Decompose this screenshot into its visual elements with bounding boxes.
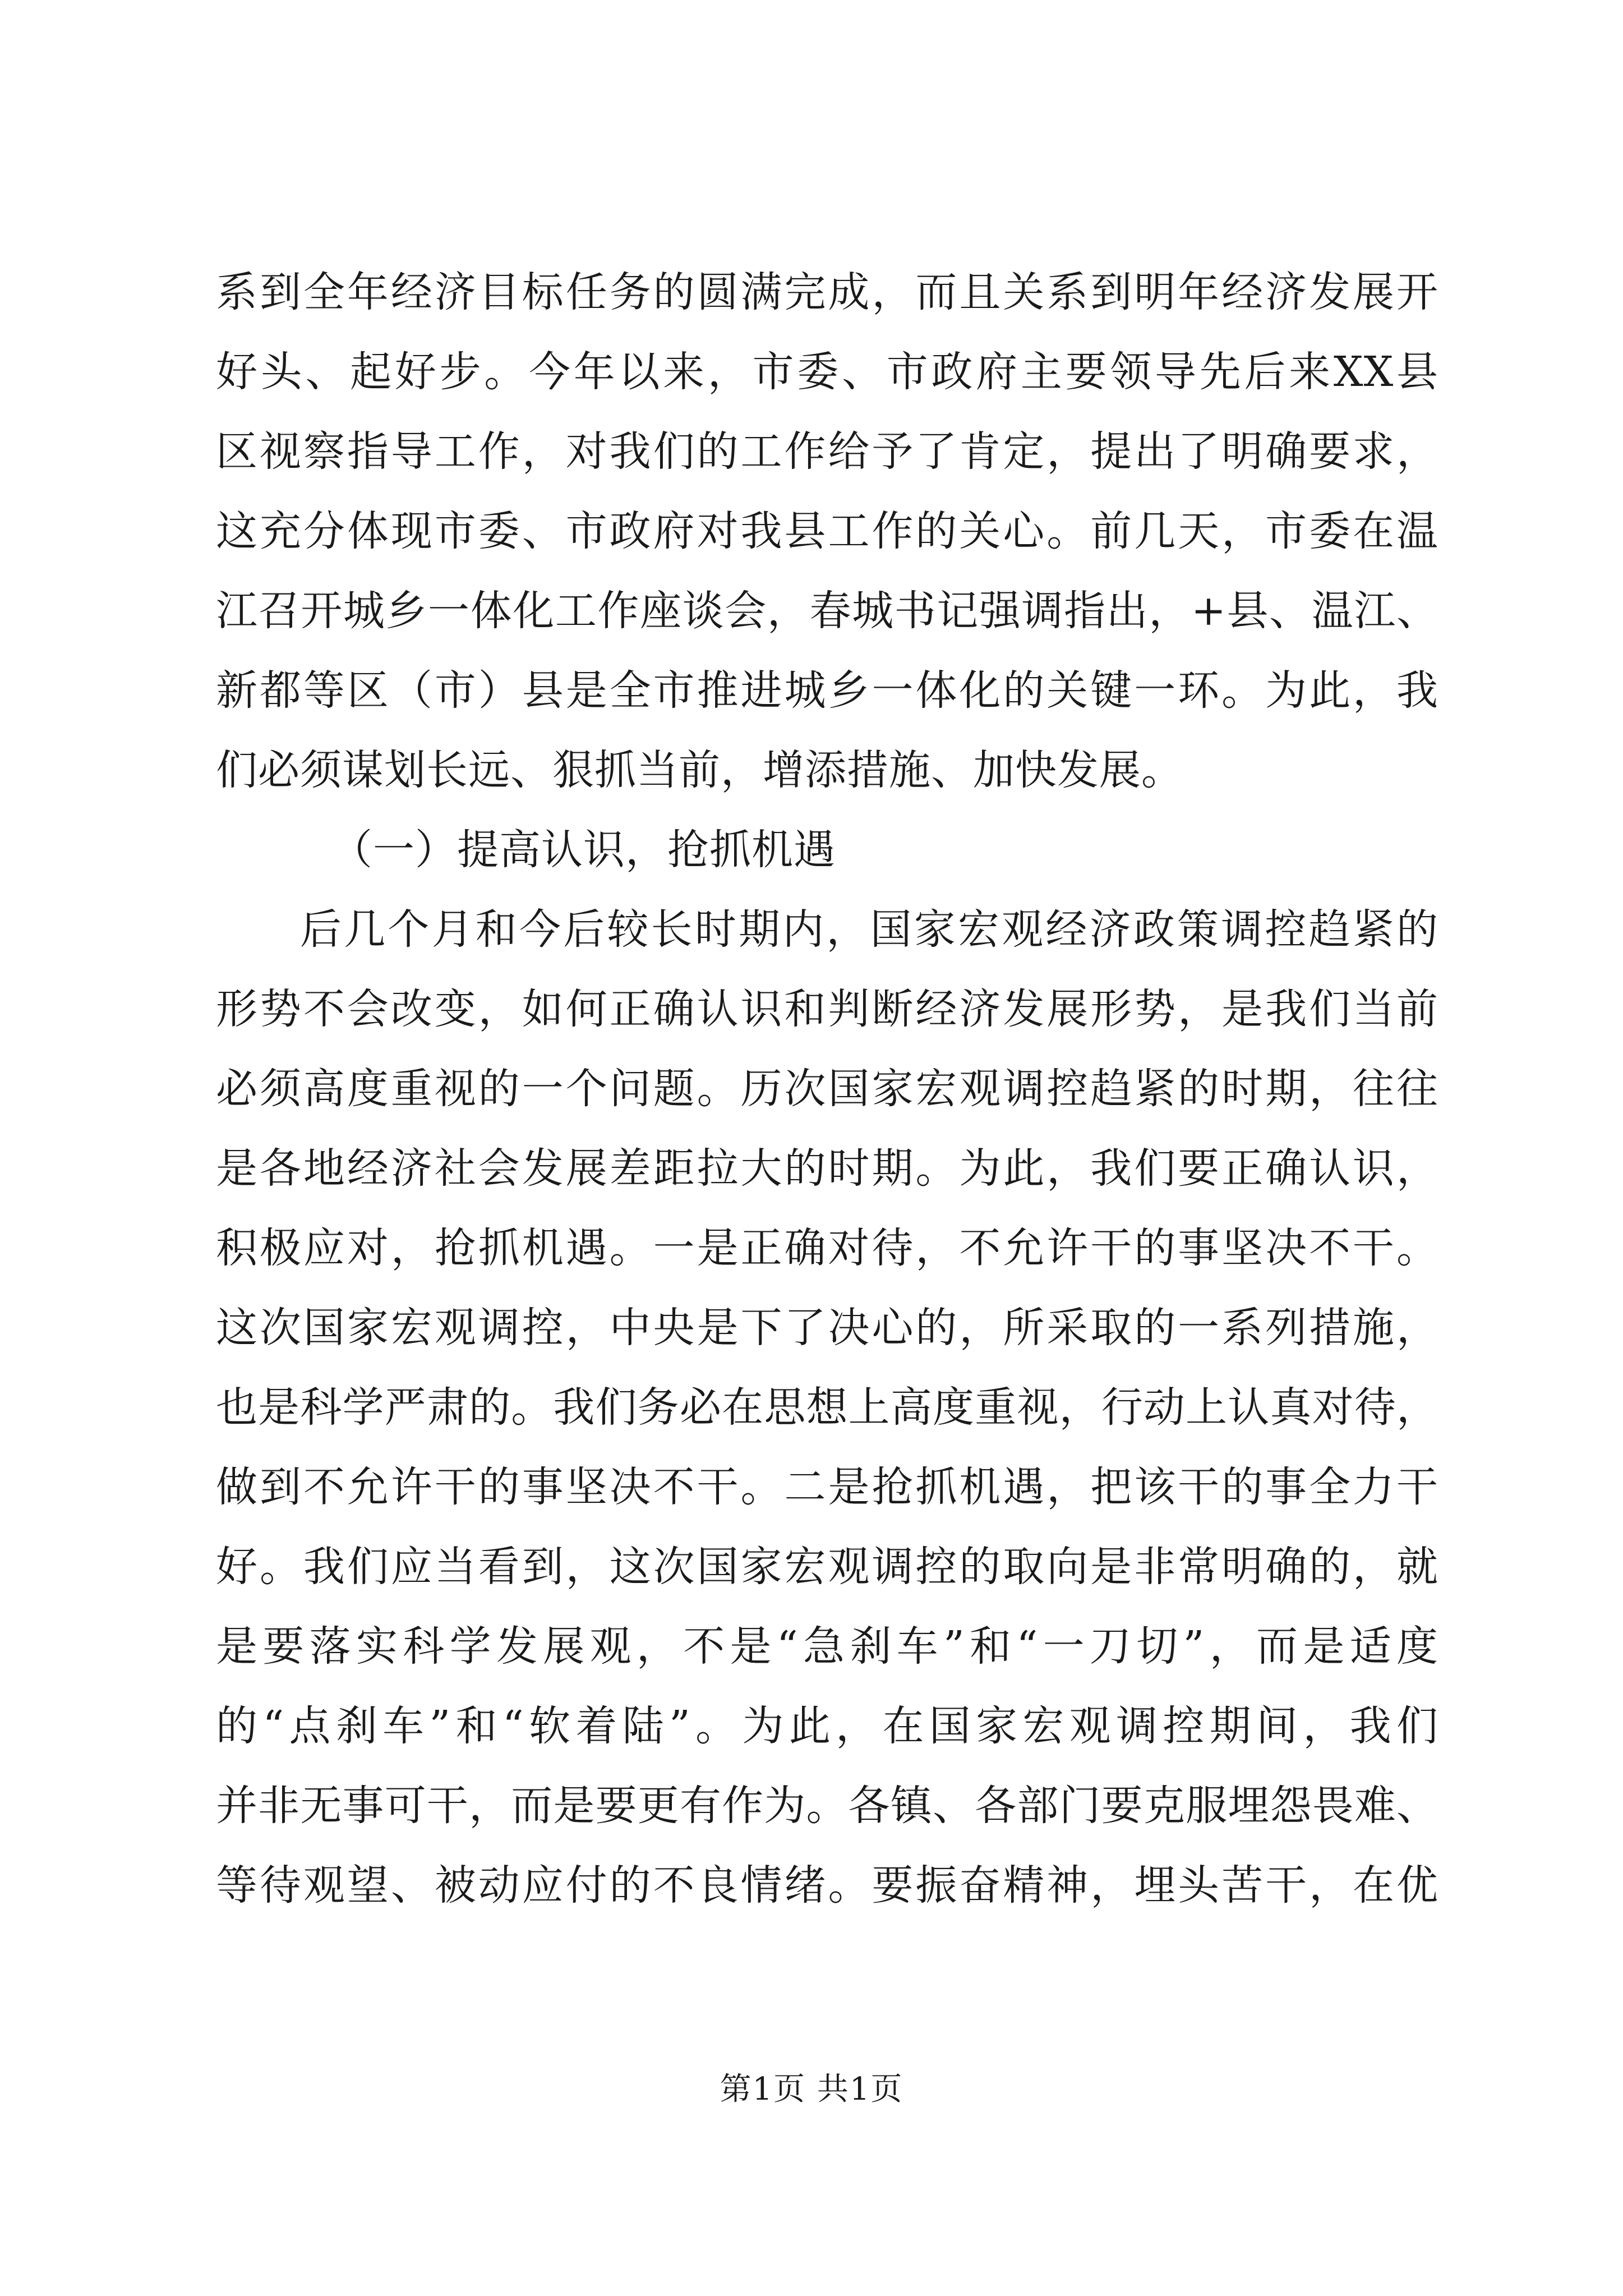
text-line: 新都等区（市）县是全市推进城乡一体化的关键一环。为此，我 [216,666,1438,715]
text-line: 这次国家宏观调控，中央是下了决心的，所采取的一系列措施， [216,1304,1438,1352]
text-line: 并非无事可干，而是要更有作为。各镇、各部门要克服埋怨畏难、 [216,1782,1438,1830]
text-line: 形势不会改变，如何正确认识和判断经济发展形势，是我们当前 [216,985,1438,1033]
text-line: 也是科学严肃的。我们务必在思想上高度重视，行动上认真对待， [216,1383,1438,1432]
text-line: 系到全年经济目标任务的圆满完成，而且关系到明年经济发展开 [216,268,1438,316]
text-line: 这充分体现市委、市政府对我县工作的关心。前几天，市委在温 [216,507,1438,555]
text-line: 们必须谋划长远、狠抓当前，增添措施、加快发展。 [216,746,1183,794]
text-line: 的“点刹车”和“软着陆”。为此，在国家宏观调控期间，我们 [216,1702,1438,1750]
text-line: 是要落实科学发展观，不是“急刹车”和“一刀切”，而是适度 [216,1622,1438,1671]
section-heading: （一）提高认识，抢抓机遇 [331,826,836,874]
text-line: 好头、起好步。今年以来，市委、市政府主要领导先后来XX县 [216,348,1438,396]
body-text [216,252,1438,1925]
text-line: 必须高度重视的一个问题。历次国家宏观调控趋紧的时期，往往 [216,1065,1438,1113]
text-line: 后几个月和今后较长时期内，国家宏观经济政策调控趋紧的 [300,905,1438,954]
text-line: 积极应对，抢抓机遇。一是正确对待，不允许干的事坚决不干。 [216,1224,1438,1272]
page-footer: 第1页 共1页 [720,2071,903,2108]
text-line: 好。我们应当看到，这次国家宏观调控的取向是非常明确的，就 [216,1543,1438,1591]
text-line: 做到不允许干的事坚决不干。二是抢抓机遇，把该干的事全力干 [216,1463,1438,1511]
text-line: 等待观望、被动应付的不良情绪。要振奋精神，埋头苦干，在优 [216,1861,1438,1910]
text-line: 江召开城乡一体化工作座谈会，春城书记强调指出，+县、温江、 [216,587,1438,635]
text-line: 区视察指导工作，对我们的工作给予了肯定，提出了明确要求， [216,427,1438,476]
text-line: 是各地经济社会发展差距拉大的时期。为此，我们要正确认识， [216,1144,1438,1193]
